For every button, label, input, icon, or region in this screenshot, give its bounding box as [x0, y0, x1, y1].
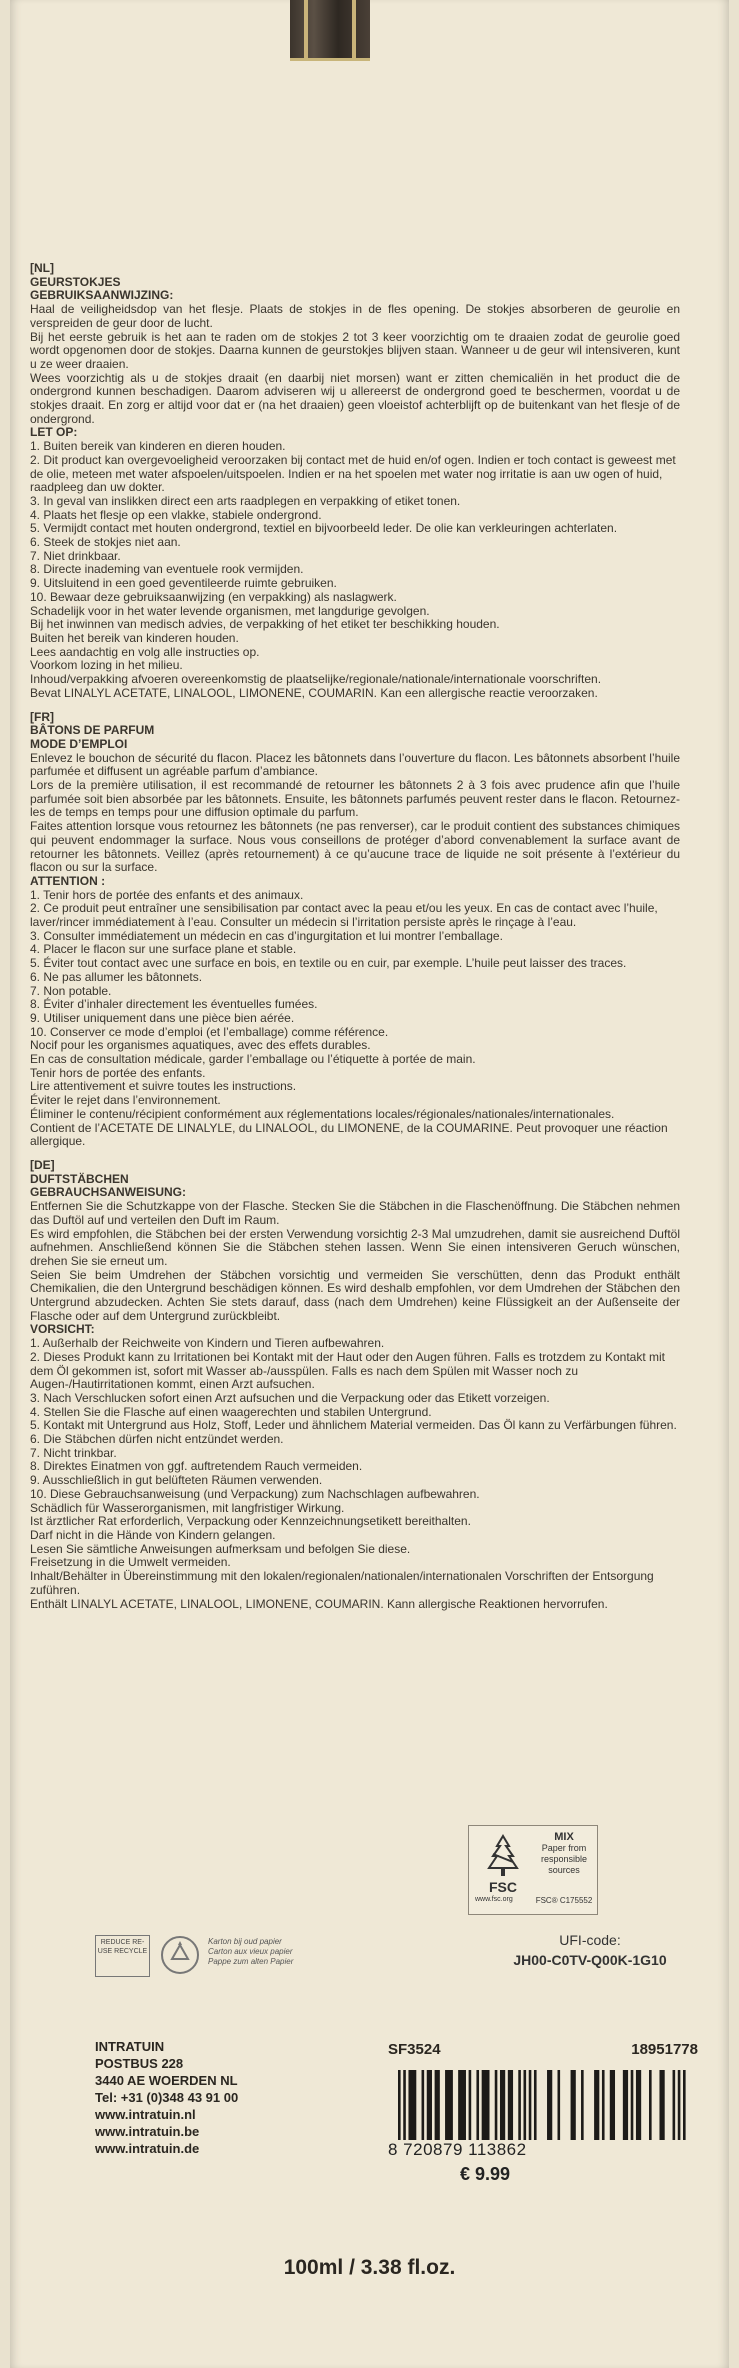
barcode-bar — [581, 2070, 584, 2140]
ean-number: 8 720879 113862 — [388, 2140, 527, 2159]
barcode-bar — [659, 2070, 664, 2140]
warning-fr: 6. Ne pas allumer les bâtonnets. — [30, 969, 203, 984]
barcode-bar — [610, 2070, 615, 2140]
barcode-bar — [408, 2070, 416, 2140]
warning-de: 7. Nicht trinkbar. — [30, 1445, 117, 1460]
ufi-code: JH00-C0TV-Q00K-1G10 — [513, 1952, 667, 1968]
barcode-bar — [602, 2070, 605, 2140]
fsc-mix-sub: Paper from responsible sources — [540, 1843, 588, 1875]
barcode-bar — [469, 2070, 472, 2140]
warning-nl: 4. Plaats het flesje op een vlakke, stabiele ondergrond. — [30, 507, 322, 522]
barcode-bar — [547, 2070, 552, 2140]
ufi-block — [480, 1930, 700, 1970]
barcode-bar — [458, 2070, 466, 2140]
warning-nl: 10. Bewaar deze gebruiksaanwijzing (en verpakking) als naslagwerk. — [30, 589, 397, 604]
usage-heading-de: GEBRAUCHSANWEISUNG: — [30, 1185, 186, 1200]
lang-tag-de: [DE] — [30, 1158, 55, 1172]
lang-tag-fr: [FR] — [30, 709, 54, 724]
fsc-label — [468, 1825, 598, 1915]
warning-de: 6. Die Stäbchen dürfen nicht entzündet werden. — [30, 1432, 284, 1447]
recycle-icon — [160, 1935, 200, 1975]
company-web-de: www.intratuin.de — [95, 2141, 200, 2156]
warning-fr: 3. Consulter immédiatement un médecin en cas d’ingurgitation et lui montrer l’emballage. — [30, 928, 503, 943]
company-web-nl: www.intratuin.nl — [95, 2107, 196, 2122]
recycle-badge: REDUCE RE-USE RECYCLE — [95, 1935, 150, 1977]
product-sku: SF3524 — [388, 2041, 441, 2058]
warning-de: 2. Dieses Produkt kann zu Irritationen bei Kontakt mit der Haut oder den Augen führen. Falls es trotzdem zu Kontakt mit dem Öl gekommen ist, sofort mit Wasser ab-/ausspülen. Falls es nach dem Spülen mit Wasser noch zu Augen-/Hautirritationen kommt, einen Arzt aufsuchen. — [30, 1349, 665, 1392]
warning-nl: 8. Directe inademing van eventuele rook vermijden. — [30, 562, 304, 577]
warning-fr: 5. Éviter tout contact avec une surface en bois, en textile ou en cuir, par exemple. L’huile peut laisser des traces. — [30, 956, 627, 971]
notes-de: Schädlich für Wasserorganismen, mit langfristiger Wirkung. Ist ärztlicher Rat erforderlich, Verpackung oder Kennzeichnungsetikett bereithalten. Darf nicht in die Hände von Kindern gelangen. Lesen Sie sämtliche Anweisungen aufmerksam und befolgen Sie diese. Freisetzung in die Umwelt vermeiden. Inhalt/Behälter in Übereinstimmung mit den lokalen/regionalen/nationalen/internationalen Vorschriften der Entsorgung zuführen. Enthält LINALYL ACETATE, LINALOOL, LIMONENE, COUMARIN. Kann allergische Reaktionen hervorrufen. — [30, 1500, 654, 1611]
barcode-bar — [445, 2070, 453, 2140]
company-address — [95, 2038, 238, 2157]
usage-text-fr: Enlevez le bouchon de sécurité du flacon. Placez les bâtonnets dans l’ouverture du flacon. Les bâtonnets absorbent l’huile parfumée et diffusent un agréable parfum d’ambiance. Lors de la première utilisation, il est recommandé de retourner les bâtonnets 2 à 3 fois avec prudence afin que l’huile parfumée soit bien absorbée par les bâtonnets. Ensuite, les bâtonnets parfumés peuvent rester dans le flacon. Retournez-les de temps en temps pour une diffusion optimale du parfum. Faites attention lorsque vous retournez les bâtonnets (ne pas renverser), car le produit contient des substances chimiques qui peuvent endommager la surface. Nous vous conseillons de protéger d’abord convenablement la surface avant de retourner les bâtonnets. Veillez (après retournement) à ce qu’aucune trace de liquide ne soit présente à l’extérieur du flacon ou sur la surface. — [30, 750, 680, 875]
warning-de: 3. Nach Verschlucken sofort einen Arzt aufsuchen und die Verpackung oder das Etikett vorzeigen. — [30, 1390, 550, 1405]
warning-de: 4. Stellen Sie die Flasche auf einen waagerechten und stabilen Untergrund. — [30, 1404, 432, 1419]
fsc-mix: MIX — [554, 1831, 574, 1843]
warning-nl: 1. Buiten bereik van kinderen en dieren houden. — [30, 439, 286, 454]
product-codes — [388, 2041, 698, 2058]
barcode-bar — [398, 2070, 401, 2140]
usage-heading-fr: MODE D’EMPLOI — [30, 736, 128, 751]
title-nl: GEURSTOKJES — [30, 274, 121, 289]
warning-nl: 2. Dit product kan overgevoeligheid veroorzaken bij contact met de huid en/of ogen. Indien er toch contact is geweest met de olie, meteen met water afspoelen/uitspoelen. Indien er na het spoelen met water nog irritatie is aan uw ogen of huid, raadpleeg dan uw dokter. — [30, 452, 676, 495]
barcode-bar — [524, 2070, 527, 2140]
ufi-label: UFI-code: — [559, 1932, 621, 1948]
notes-nl: Schadelijk voor in het water levende organismen, met langdurige gevolgen. Bij het inwinnen van medisch advies, de verpakking of het etiket ter beschikking houden. Buiten het bereik van kinderen houden. Lees aandachtig en volg alle instructies op. Voorkom lozing in het milieu. Inhoud/verpakking afvoeren overeenkomstig de plaatselijke/regionale/nationale/internationale voorschriften. Bevat LINALYL ACETATE, LINALOOL, LIMONENE, COUMARIN. Kan een allergische reactie veroorzaken. — [30, 603, 602, 700]
warning-de: 10. Diese Gebrauchsanweisung (und Verpackung) zum Nachschlagen aufbewahren. — [30, 1486, 480, 1501]
barcode-bar — [631, 2070, 634, 2140]
barcode-bar — [594, 2070, 599, 2140]
barcode-bar — [529, 2070, 532, 2140]
warning-de: 9. Ausschließlich in gut belüfteten Räumen verwenden. — [30, 1473, 323, 1488]
barcode-bar — [476, 2070, 479, 2140]
barcode-bar — [427, 2070, 432, 2140]
barcode-bar — [435, 2070, 440, 2140]
warning-de: 1. Außerhalb der Reichweite von Kindern und Tieren aufbewahren. — [30, 1336, 385, 1351]
fsc-brand: FSC — [489, 1879, 517, 1895]
section-de — [30, 1159, 680, 1611]
warning-nl: 9. Uitsluitend in een goed geventileerde ruimte gebruiken. — [30, 576, 337, 591]
fsc-url: www.fsc.org — [475, 1896, 513, 1903]
ean-barcode — [388, 2070, 708, 2142]
product-volume: 100ml / 3.38 fl.oz. — [283, 2256, 456, 2279]
barcode-bar — [673, 2070, 676, 2140]
barcode-bar — [571, 2070, 576, 2140]
warning-fr: 7. Non potable. — [30, 983, 112, 998]
warning-nl: 7. Niet drinkbaar. — [30, 548, 121, 563]
warning-fr: 8. Éviter d’inhaler directement les éventuelles fumées. — [30, 997, 318, 1012]
instructions-text — [30, 262, 680, 1611]
usage-text-de: Entfernen Sie die Schutzkappe von der Flasche. Stecken Sie die Stäbchen in die Flaschenöffnung. Die Stäbchen nehmen das Duftöl auf und verteilen den Duft im Raum. Es wird empfohlen, die Stäbchen bei der ersten Verwendung vorsichtig 2-3 Mal umzudrehen, damit sie ausreichend Duftöl aufnehmen. Anschließend können Sie die Stäbchen stehen lassen. Wenn Sie einen intensiveren Geruch wünschen, drehen Sie sie erneut um. Seien Sie beim Umdrehen der Stäbchen vorsichtig und vermeiden Sie verschütten, denn das Produkt enthält Chemikalien, die den Untergrund beschädigen können. Es wird deshalb empfohlen, vor dem Umdrehen der Stäbchen den Untergrund abzudecken. Achten Sie stets darauf, dass (nach dem Umdrehen) keine Flüssigkeit an der Außenseite der Flasche oder auf dem Untergrund zurückbleibt. — [30, 1199, 680, 1323]
warning-nl: 3. In geval van inslikken direct een arts raadplegen en verpakking of etiket tonen. — [30, 493, 461, 508]
warning-de: 8. Direktes Einatmen von ggf. auftretendem Rauch vermeiden. — [30, 1459, 363, 1474]
fsc-mix-block — [533, 1832, 595, 1876]
barcode-bar — [649, 2070, 652, 2140]
barcode-bar — [518, 2070, 521, 2140]
barcode-bar — [534, 2070, 537, 2140]
notes-fr: Nocif pour les organismes aquatiques, avec des effets durables. En cas de consultation médicale, garder l’emballage ou l’étiquette à portée de main. Tenir hors de portée des enfants. Lire attentivement et suivre toutes les instructions. Éviter le rejet dans l’environnement. Éliminer le contenu/récipient conformément aux réglementations locales/régionales/nationales/internationales. Contient de l’ACETATE DE LINALYLE, du LINALOOL, du LIMONENE, de la COUMARINE. Peut provoquer une réaction allergique. — [30, 1038, 668, 1149]
warning-fr: 1. Tenir hors de portée des enfants et des animaux. — [30, 887, 304, 902]
usage-heading-nl: GEBRUIKSAANWIJZING: — [30, 288, 174, 303]
barcode-bar — [500, 2070, 505, 2140]
warning-nl: 6. Steek de stokjes niet aan. — [30, 535, 181, 550]
barcode-bar — [482, 2070, 490, 2140]
bottle-cap-graphic — [290, 0, 370, 61]
barcode-bar — [403, 2070, 406, 2140]
usage-text-nl: Haal de veiligheidsdop van het flesje. Plaats de stokjes in de fles opening. De stokjes absorberen de geurolie en verspreiden de geur door de lucht. Bij het eerste gebruik is het aan te raden om de stokjes 2 tot 3 keer voorzichtig om te draaien zodat de geurolie goed wordt opgenomen door de stokjes. Daarna kunnen de geurstokjes blijven staan. Wanneer u de geur wil intensiveren, kunt u ze weer draaien. Wees voorzichtig als u de stokjes draait (en daarbij niet morsen) want er zitten chemicaliën in het product die de ondergrond kunnen beschadigen. Daarom adviseren wij u allereerst de ondergrond goed te beschermen, voordat u de stokjes draait. En zorg er altijd voor dat er (na het draaien) geen vloeistof achterblijft op de buitenkant van het flesje of de ondergrond. — [30, 302, 680, 426]
barcode-bar — [623, 2070, 628, 2140]
warn-heading-fr: ATTENTION : — [30, 873, 106, 888]
fsc-code: FSC® C175552 — [535, 1896, 593, 1905]
company-city: 3440 AE WOERDEN NL — [95, 2073, 238, 2088]
lang-tag-nl: [NL] — [30, 261, 54, 275]
warn-heading-nl: LET OP: — [30, 425, 78, 440]
warning-nl: 5. Vermijdt contact met houten ondergrond, textiel en bijvoorbeeld leder. De olie kan verkleuringen achterlaten. — [30, 521, 618, 536]
barcode-bar — [508, 2070, 513, 2140]
warning-fr: 10. Conserver ce mode d’emploi (et l’emballage) comme référence. — [30, 1024, 389, 1039]
warn-heading-de: VORSICHT: — [30, 1322, 95, 1337]
company-street: POSTBUS 228 — [95, 2056, 184, 2071]
warning-fr: 9. Utiliser uniquement dans une pièce bien aérée. — [30, 1010, 295, 1025]
company-phone: Tel: +31 (0)348 43 91 00 — [95, 2090, 239, 2105]
barcode-bar — [678, 2070, 681, 2140]
title-fr: BÂTONS DE PARFUM — [30, 723, 155, 738]
company-name: INTRATUIN — [95, 2039, 165, 2054]
barcode-bar — [422, 2070, 425, 2140]
product-article: 18951778 — [631, 2041, 698, 2058]
warning-de: 5. Kontakt mit Untergrund aus Holz, Stoff, Leder und ähnlichem Material vermeiden. Das Öl kann zu Verfärbungen führen. — [30, 1418, 677, 1433]
paper-disposal-text: Karton bij oud papier Carton aux vieux papier Pappe zum alten Papier — [208, 1937, 294, 1966]
barcode-bar — [636, 2070, 641, 2140]
product-price: € 9.99 — [460, 2164, 511, 2184]
title-de: DUFTSTÄBCHEN — [30, 1171, 129, 1186]
warning-fr: 4. Placer le flacon sur une surface plane et stable. — [30, 942, 297, 957]
barcode-bar — [495, 2070, 498, 2140]
company-web-be: www.intratuin.be — [95, 2124, 200, 2139]
barcode-bar — [558, 2070, 561, 2140]
section-nl — [30, 262, 680, 701]
section-fr — [30, 711, 680, 1150]
warning-fr: 2. Ce produit peut entraîner une sensibilisation par contact avec la peau et/ou les yeux. En cas de contact avec l’huile, laver/rincer immédiatement à l’eau. Consulter un médecin si l’irritation persiste après le rinçage à l’eau. — [30, 901, 658, 930]
barcode-bar — [683, 2070, 686, 2140]
